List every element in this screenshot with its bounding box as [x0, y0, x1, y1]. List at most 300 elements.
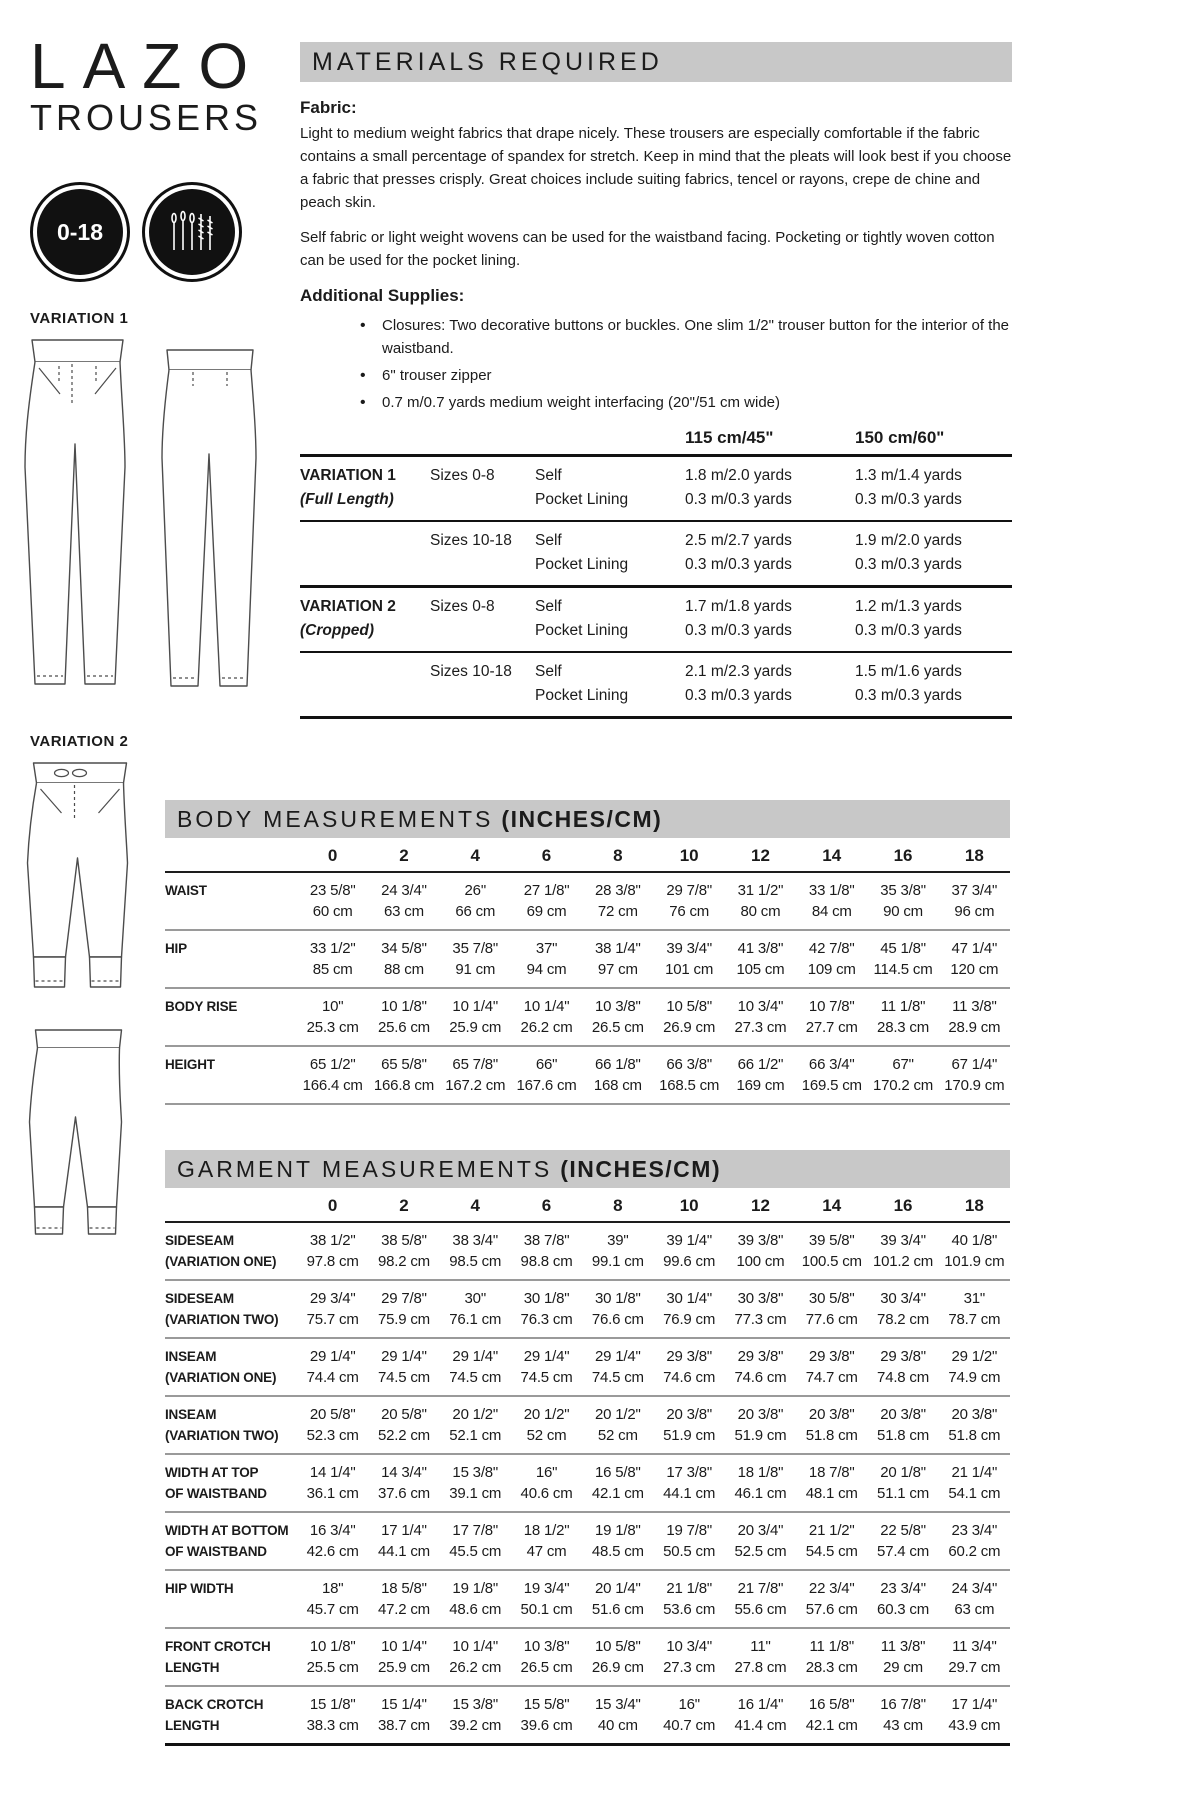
measurement-cell: [796, 1288, 867, 1330]
variation-2-back-illustration: [15, 1022, 145, 1262]
cm-value: 114.5 cm: [873, 961, 933, 978]
cm-value: 39.2 cm: [449, 1717, 502, 1734]
inches-value: 18 7/8": [808, 1464, 855, 1481]
garment-measurements-header: [165, 1150, 1010, 1188]
inches-value: 18 5/8": [381, 1580, 427, 1597]
measurement-cell: [654, 1462, 725, 1504]
measurement-cell: [939, 1230, 1010, 1272]
cm-value: 101.9 cm: [944, 1253, 1005, 1270]
size-header: 6: [541, 1196, 552, 1215]
inches-value: 30 3/4": [880, 1290, 926, 1307]
cm-value: 100.5 cm: [801, 1253, 862, 1270]
inches-value: 38 1/4": [595, 940, 641, 957]
row-label-line: WIDTH AT TOP: [165, 1465, 259, 1480]
materials-section: [300, 42, 1012, 719]
inches-value: 38 5/8": [381, 1232, 427, 1249]
inches-value: 22 5/8": [880, 1522, 926, 1539]
yardage-value-115: 2.5 m/2.7 yards: [685, 532, 792, 549]
inches-value: 10 3/8": [595, 998, 641, 1015]
measurement-cell: [939, 1054, 1010, 1096]
measurement-cell: [297, 1404, 368, 1446]
logo-title: LAZO: [30, 30, 266, 102]
item-name: Pocket Lining: [535, 556, 629, 573]
inches-value: 47 1/4": [951, 940, 998, 957]
cm-value: 26.9 cm: [663, 1019, 716, 1036]
measurement-cell: [654, 1230, 725, 1272]
cm-value: 74.9 cm: [948, 1369, 1001, 1386]
size-header-row: [165, 838, 1010, 873]
measurement-cell: [582, 996, 653, 1038]
cm-value: 51.1 cm: [877, 1485, 930, 1502]
yardage-block: [300, 454, 1012, 520]
inches-value: 31": [963, 1290, 986, 1307]
measurement-cell: [725, 1288, 796, 1330]
measurement-cell: [939, 1404, 1010, 1446]
cm-value: 105 cm: [736, 961, 785, 978]
cm-value: 167.6 cm: [516, 1077, 577, 1094]
measurement-cell: [368, 996, 439, 1038]
measurement-cell: [297, 1346, 368, 1388]
inches-value: 16 5/8": [595, 1464, 641, 1481]
inches-value: 20 3/8": [880, 1406, 926, 1423]
measurement-cell: [582, 1404, 653, 1446]
measurement-cell: [867, 1578, 938, 1620]
measurement-cell: [297, 1578, 368, 1620]
cm-value: 170.9 cm: [944, 1077, 1005, 1094]
yardage-row: [300, 619, 1012, 643]
item-name: Self: [535, 467, 562, 484]
row-label-line: (VARIATION TWO): [165, 1428, 279, 1443]
inches-value: 67": [892, 1056, 914, 1073]
measurement-cell: [939, 880, 1010, 922]
inches-value: 66 3/4": [808, 1056, 855, 1073]
measurement-cell: [939, 1636, 1010, 1678]
inches-value: 38 3/4": [452, 1232, 499, 1249]
row-label-line: LENGTH: [165, 1718, 220, 1733]
cm-value: 27.7 cm: [805, 1019, 858, 1036]
measurement-cell: [725, 1404, 796, 1446]
cm-value: 170.2 cm: [872, 1077, 934, 1094]
width-header-115: 115 cm/45": [685, 428, 774, 447]
row-label-spacer: [165, 846, 297, 866]
cm-value: 60.2 cm: [948, 1543, 1001, 1560]
inches-value: 10 7/8": [808, 998, 855, 1015]
materials-header: MATERIALS REQUIRED: [300, 42, 1012, 82]
measurement-row: [165, 1047, 1010, 1105]
size-header: 2: [399, 1196, 409, 1215]
inches-value: 11 1/8": [809, 1638, 854, 1655]
row-label-line: (VARIATION ONE): [165, 1254, 277, 1269]
inches-value: 66 1/2": [737, 1056, 784, 1073]
row-label-line: (VARIATION ONE): [165, 1370, 277, 1385]
inches-value: 15 5/8": [523, 1696, 570, 1713]
cm-value: 63 cm: [954, 1601, 995, 1618]
row-label: [165, 1694, 297, 1736]
row-label-line: WAIST: [165, 883, 207, 898]
inches-value: 19 3/4": [523, 1580, 570, 1597]
inches-value: 10 3/8": [523, 1638, 570, 1655]
measurement-cell: [440, 996, 511, 1038]
cm-value: 66 cm: [455, 903, 496, 920]
yardage-value-150: 1.3 m/1.4 yards: [855, 467, 962, 484]
supplies-heading: Additional Supplies:: [300, 286, 465, 305]
size-header-row: [165, 1188, 1010, 1223]
measurement-cell: [582, 1346, 653, 1388]
size-header: 16: [893, 846, 913, 865]
cm-value: 94 cm: [526, 961, 567, 978]
cm-value: 25.3 cm: [306, 1019, 359, 1036]
inches-value: 30 1/4": [666, 1290, 712, 1307]
measurement-cell: [654, 938, 725, 980]
inches-value: 16": [535, 1464, 558, 1481]
row-label: [165, 880, 297, 922]
yardage-value-150: 1.5 m/1.6 yards: [855, 663, 962, 680]
measurement-cell: [511, 996, 582, 1038]
cm-value: 27.3 cm: [663, 1659, 716, 1676]
cm-value: 74.6 cm: [663, 1369, 716, 1386]
inches-value: 23 3/4": [951, 1522, 998, 1539]
measurement-cell: [654, 880, 725, 922]
brand-logo: [30, 30, 290, 138]
cm-value: 72 cm: [597, 903, 638, 920]
inches-value: 21 7/8": [737, 1580, 784, 1597]
inches-value: 38 7/8": [523, 1232, 570, 1249]
cm-value: 76.9 cm: [663, 1311, 716, 1328]
inches-value: 16 7/8": [880, 1696, 926, 1713]
measurement-cell: [368, 1288, 439, 1330]
measurement-cell: [796, 938, 867, 980]
inches-value: 39 5/8": [808, 1232, 855, 1249]
inches-value: 11 3/8": [952, 998, 997, 1015]
measurement-cell: [654, 1578, 725, 1620]
measurement-cell: [297, 1054, 368, 1096]
variation-1-front-illustration: [25, 340, 125, 684]
width-header-150: 150 cm/60": [855, 428, 945, 447]
measurement-cell: [867, 1346, 938, 1388]
inches-value: 20 1/2": [595, 1406, 641, 1423]
measurement-cell: [867, 1636, 938, 1678]
measurement-cell: [582, 1230, 653, 1272]
cm-value: 40.6 cm: [520, 1485, 573, 1502]
measurement-cell: [939, 1462, 1010, 1504]
row-label-line: SIDESEAM: [165, 1291, 234, 1306]
measurement-cell: [867, 1230, 938, 1272]
measurement-row: [165, 1397, 1010, 1455]
variation-2-front-illustration: [15, 755, 145, 1005]
measurement-cell: [440, 1694, 511, 1736]
cm-value: 47.2 cm: [377, 1601, 430, 1618]
cm-value: 91 cm: [455, 961, 496, 978]
inches-value: 42 7/8": [808, 940, 855, 957]
inches-value: 24 3/4": [381, 882, 427, 899]
cm-value: 51.8 cm: [877, 1427, 930, 1444]
inches-value: 37 3/4": [951, 882, 998, 899]
inches-value: 39": [607, 1232, 629, 1249]
cm-value: 97 cm: [597, 961, 638, 978]
measurement-cell: [796, 996, 867, 1038]
cm-value: 46.1 cm: [734, 1485, 787, 1502]
row-label: [165, 1578, 297, 1620]
cm-value: 44.1 cm: [663, 1485, 716, 1502]
measurement-cell: [297, 880, 368, 922]
inches-value: 20 1/4": [595, 1580, 641, 1597]
cm-value: 36.1 cm: [306, 1485, 359, 1502]
measurement-cell: [368, 1462, 439, 1504]
size-header: 10: [679, 846, 699, 865]
sizes-label: Sizes 0-8: [430, 467, 495, 484]
cm-value: 74.7 cm: [805, 1369, 858, 1386]
inches-value: 29 1/4": [381, 1348, 427, 1365]
measurement-cell: [511, 1520, 582, 1562]
measurement-cell: [725, 1346, 796, 1388]
cm-value: 54.1 cm: [948, 1485, 1001, 1502]
measurement-row: [165, 1687, 1010, 1746]
cm-value: 26.2 cm: [520, 1019, 573, 1036]
size-header: 6: [541, 846, 552, 865]
item-name: Pocket Lining: [535, 491, 629, 508]
needles-badge: [142, 182, 242, 282]
cm-value: 40.7 cm: [663, 1717, 716, 1734]
row-label-spacer: [165, 1196, 297, 1216]
measurement-cell: [796, 1636, 867, 1678]
body-measurements-header: [165, 800, 1010, 838]
cm-value: 74.5 cm: [449, 1369, 502, 1386]
inches-value: 14 1/4": [309, 1464, 356, 1481]
row-label-line: BODY RISE: [165, 999, 238, 1014]
measurement-cell: [368, 1054, 439, 1096]
inches-value: 18 1/8": [737, 1464, 784, 1481]
inches-value: 23 3/4": [880, 1580, 926, 1597]
yardage-row: [300, 595, 1012, 619]
cm-value: 52.1 cm: [449, 1427, 502, 1444]
measurement-row: [165, 1513, 1010, 1571]
inches-value: 65 1/2": [309, 1056, 356, 1073]
inches-value: 19 1/8": [452, 1580, 499, 1597]
yardage-value-150: 0.3 m/0.3 yards: [855, 687, 962, 704]
cm-value: 101.2 cm: [872, 1253, 934, 1270]
cm-value: 47 cm: [526, 1543, 567, 1560]
measurement-row: [165, 989, 1010, 1047]
cm-value: 52.2 cm: [377, 1427, 430, 1444]
yardage-value-115: 0.3 m/0.3 yards: [685, 491, 792, 508]
cm-value: 78.7 cm: [948, 1311, 1001, 1328]
measurement-cell: [725, 1578, 796, 1620]
measurement-cell: [939, 996, 1010, 1038]
inches-value: 20 3/8": [737, 1406, 784, 1423]
measurement-cell: [511, 1636, 582, 1678]
cm-value: 57.4 cm: [877, 1543, 930, 1560]
inches-value: 18 1/2": [523, 1522, 570, 1539]
row-label-line: BACK CROTCH: [165, 1697, 264, 1712]
measurement-cell: [796, 1462, 867, 1504]
yardage-value-115: 1.7 m/1.8 yards: [685, 598, 792, 615]
measurement-cell: [368, 1694, 439, 1736]
cm-value: 74.5 cm: [591, 1369, 644, 1386]
inches-value: 11 1/8": [880, 998, 926, 1015]
measurement-cell: [939, 1346, 1010, 1388]
measurement-cell: [511, 938, 582, 980]
cm-value: 40 cm: [597, 1717, 638, 1734]
inches-value: 66 1/8": [595, 1056, 641, 1073]
yardage-row: [300, 464, 1012, 488]
inches-value: 21 1/4": [951, 1464, 998, 1481]
inches-value: 16": [678, 1696, 700, 1713]
inches-value: 65 7/8": [452, 1056, 499, 1073]
logo-subtitle: TROUSERS: [30, 97, 263, 138]
cm-value: 168 cm: [593, 1077, 642, 1094]
size-header: 18: [964, 846, 984, 865]
size-header: 8: [613, 846, 623, 865]
measurement-row: [165, 1223, 1010, 1281]
row-label-line: WIDTH AT BOTTOM: [165, 1523, 289, 1538]
cm-value: 51.6 cm: [591, 1601, 644, 1618]
inches-value: 10 3/4": [666, 1638, 712, 1655]
measurement-cell: [297, 1636, 368, 1678]
row-label: [165, 1636, 297, 1678]
inches-value: 14 3/4": [381, 1464, 427, 1481]
measurement-cell: [725, 1520, 796, 1562]
inches-value: 16 3/4": [309, 1522, 356, 1539]
measurement-cell: [440, 1404, 511, 1446]
inches-value: 39 1/4": [666, 1232, 712, 1249]
inches-value: 10 1/4": [452, 998, 499, 1015]
measurement-row: [165, 1339, 1010, 1397]
measurement-cell: [582, 1288, 653, 1330]
variation-1-label: VARIATION 1: [30, 310, 129, 327]
inches-value: 22 3/4": [808, 1580, 855, 1597]
measurement-cell: [939, 1578, 1010, 1620]
inches-value: 29 3/4": [309, 1290, 356, 1307]
measurement-cell: [511, 1230, 582, 1272]
inches-value: 26": [464, 882, 486, 899]
inches-value: 16 1/4": [737, 1696, 784, 1713]
inches-value: 11 3/8": [880, 1638, 926, 1655]
cm-value: 74.8 cm: [877, 1369, 930, 1386]
inches-value: 17 7/8": [452, 1522, 499, 1539]
section-title: BODY MEASUREMENTS: [177, 805, 494, 832]
inches-value: 10 5/8": [666, 998, 712, 1015]
row-label: [165, 1520, 297, 1562]
measurement-cell: [440, 1636, 511, 1678]
inches-value: 65 5/8": [381, 1056, 427, 1073]
yardage-table: [300, 428, 1012, 719]
cm-value: 74.5 cm: [377, 1369, 430, 1386]
cm-value: 39.1 cm: [449, 1485, 502, 1502]
measurement-cell: [582, 1054, 653, 1096]
supplies-list: [300, 314, 1012, 414]
cm-value: 76 cm: [669, 903, 710, 920]
cm-value: 38.7 cm: [377, 1717, 430, 1734]
row-label-line: OF WAISTBAND: [165, 1486, 267, 1501]
section-title-units: (INCHES/CM): [560, 1155, 722, 1182]
cm-value: 98.5 cm: [449, 1253, 502, 1270]
inches-value: 41 3/8": [737, 940, 784, 957]
measurement-cell: [654, 1404, 725, 1446]
cm-value: 48.6 cm: [449, 1601, 502, 1618]
measurement-cell: [440, 1346, 511, 1388]
measurement-cell: [867, 1288, 938, 1330]
inches-value: 29 1/2": [951, 1348, 998, 1365]
measurement-cell: [867, 880, 938, 922]
inches-value: 21 1/8": [666, 1580, 712, 1597]
measurement-cell: [867, 1694, 938, 1736]
cm-value: 27.3 cm: [734, 1019, 787, 1036]
size-header: 0: [327, 846, 338, 865]
cm-value: 99.6 cm: [663, 1253, 716, 1270]
cm-value: 74.4 cm: [306, 1369, 359, 1386]
measurement-cell: [297, 1230, 368, 1272]
row-label-line: FRONT CROTCH: [165, 1639, 271, 1654]
inches-value: 21 1/2": [808, 1522, 855, 1539]
inches-value: 30 1/8": [595, 1290, 641, 1307]
size-range-label: 0-18: [37, 189, 123, 275]
measurement-row: [165, 1571, 1010, 1629]
variation-1-illustration: [15, 332, 265, 704]
size-header: 12: [750, 846, 770, 865]
row-label-line: INSEAM: [165, 1349, 217, 1364]
measurement-cell: [511, 1346, 582, 1388]
badge-row: [30, 182, 242, 282]
row-label-line: OF WAISTBAND: [165, 1544, 267, 1559]
measurement-cell: [511, 1054, 582, 1096]
cm-value: 26.9 cm: [591, 1659, 644, 1676]
inches-value: 17 1/4": [381, 1522, 427, 1539]
cm-value: 80 cm: [740, 903, 781, 920]
cm-value: 45.7 cm: [306, 1601, 359, 1618]
measurement-cell: [725, 1230, 796, 1272]
cm-value: 96 cm: [954, 903, 995, 920]
measurement-cell: [511, 1694, 582, 1736]
cm-value: 76.6 cm: [591, 1311, 644, 1328]
cm-value: 25.6 cm: [377, 1019, 430, 1036]
variation-name: VARIATION 1: [300, 467, 396, 484]
measurement-cell: [440, 938, 511, 980]
measurement-cell: [297, 996, 368, 1038]
size-header: 8: [613, 1196, 623, 1215]
cm-value: 75.7 cm: [306, 1311, 359, 1328]
cm-value: 76.1 cm: [449, 1311, 502, 1328]
inches-value: 10 5/8": [595, 1638, 641, 1655]
row-label: [165, 1054, 297, 1096]
measurement-row: [165, 931, 1010, 989]
measurement-cell: [939, 1520, 1010, 1562]
cm-value: 90 cm: [883, 903, 923, 920]
measurement-cell: [440, 1054, 511, 1096]
measurement-cell: [297, 938, 368, 980]
measurement-cell: [297, 1288, 368, 1330]
cm-value: 60 cm: [312, 903, 353, 920]
measurement-cell: [440, 1520, 511, 1562]
inches-value: 20 3/4": [737, 1522, 784, 1539]
inches-value: 66 3/8": [666, 1056, 712, 1073]
inches-value: 24 3/4": [951, 1580, 998, 1597]
cm-value: 76.3 cm: [520, 1311, 573, 1328]
cm-value: 29 cm: [883, 1659, 923, 1676]
row-label-line: INSEAM: [165, 1407, 217, 1422]
measurement-cell: [440, 1288, 511, 1330]
yardage-row: [300, 660, 1012, 684]
measurement-cell: [654, 1520, 725, 1562]
measurement-cell: [654, 1054, 725, 1096]
cm-value: 53.6 cm: [663, 1601, 716, 1618]
garment-measurements-section: [165, 1150, 1010, 1746]
measurement-cell: [368, 1230, 439, 1272]
measurement-cell: [796, 1578, 867, 1620]
cm-value: 27.8 cm: [734, 1659, 787, 1676]
inches-value: 66": [535, 1056, 558, 1073]
cm-value: 25.9 cm: [377, 1659, 430, 1676]
inches-value: 19 1/8": [595, 1522, 641, 1539]
